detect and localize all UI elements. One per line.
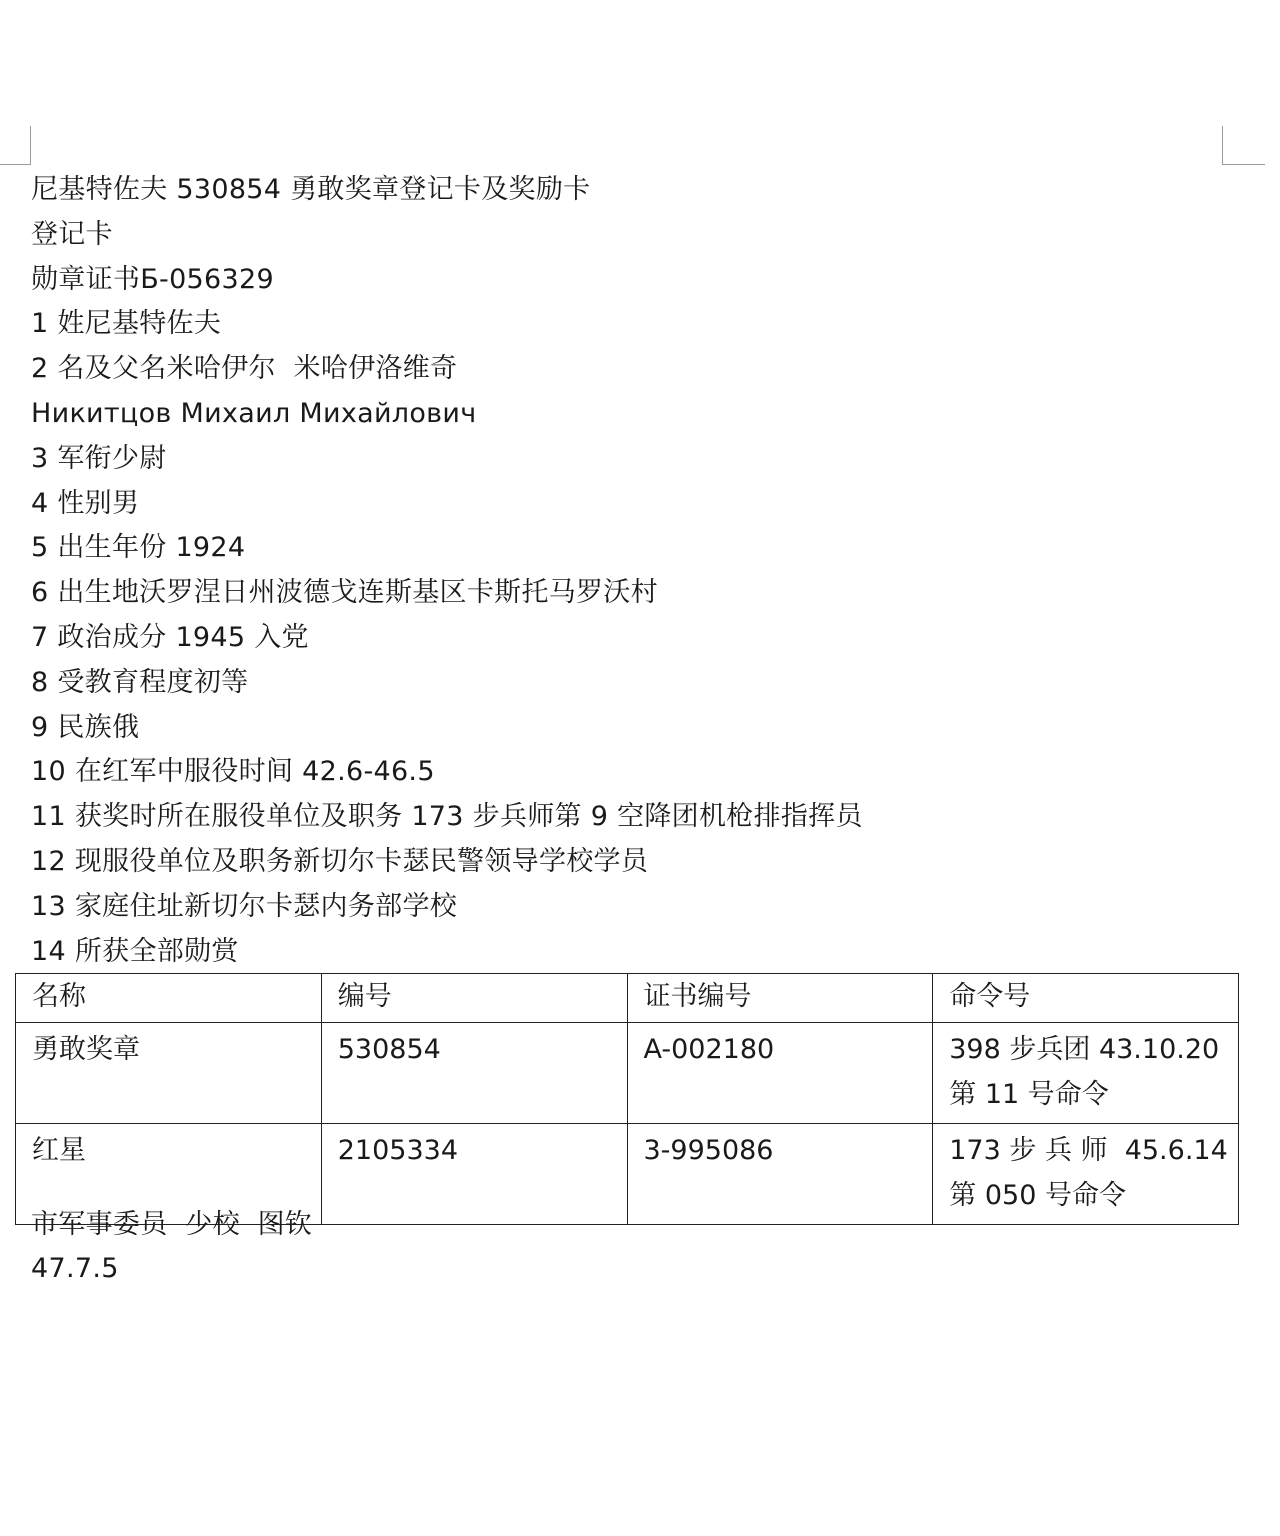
award-certificate-cell: A-002180 xyxy=(627,1023,933,1124)
crop-mark-top-right xyxy=(1222,126,1265,165)
field-nationality: 9 民族俄 xyxy=(31,711,140,743)
field-birthplace: 6 出生地沃罗涅日州波德戈连斯基区卡斯托马罗沃村 xyxy=(31,577,658,609)
column-header-number: 编号 xyxy=(321,974,627,1023)
document-date: 47.7.5 xyxy=(31,1253,119,1284)
field-party-affiliation: 7 政治成分 1945 入党 xyxy=(31,621,309,653)
field-sex: 4 性别男 xyxy=(31,487,140,519)
award-name-cell: 勇敢奖章 xyxy=(16,1023,322,1124)
order-line: 173 步 兵 师 45.6.14 xyxy=(949,1135,1228,1166)
award-certificate-cell: 3-995086 xyxy=(627,1124,933,1225)
column-header-certificate: 证书编号 xyxy=(627,974,933,1023)
column-header-name: 名称 xyxy=(16,974,322,1023)
column-header-order: 命令号 xyxy=(933,974,1239,1023)
award-name-cell: 红星 xyxy=(16,1124,322,1225)
order-line: 398 步兵团 43.10.20 xyxy=(949,1034,1220,1065)
order-line: 第 11 号命令 xyxy=(949,1079,1109,1110)
field-home-address: 13 家庭住址新切尔卡瑟内务部学校 xyxy=(31,890,458,922)
field-current-unit: 12 现服役单位及职务新切尔卡瑟民警领导学校学员 xyxy=(31,845,649,877)
signature-line: 市军事委员 少校 图钦 xyxy=(31,1209,313,1240)
field-name-russian: Никитцов Михаил Михайлович xyxy=(31,397,477,429)
table-header-row xyxy=(16,974,1239,1023)
table-row xyxy=(16,1023,1239,1124)
field-surname: 1 姓尼基特佐夫 xyxy=(31,308,222,340)
document-title: 尼基特佐夫 530854 勇敢奖章登记卡及奖励卡 xyxy=(31,174,591,205)
field-education: 8 受教育程度初等 xyxy=(31,666,249,698)
crop-mark-top-left xyxy=(0,126,31,165)
field-birth-year: 5 出生年份 1924 xyxy=(31,532,246,564)
awards-table xyxy=(15,973,1239,1225)
order-line: 第 050 号命令 xyxy=(949,1180,1126,1211)
field-service-period: 10 在红军中服役时间 42.6-46.5 xyxy=(31,756,435,788)
field-all-awards: 14 所获全部勋赏 xyxy=(31,935,239,967)
award-number-cell: 530854 xyxy=(321,1023,627,1124)
award-number-cell: 2105334 xyxy=(321,1124,627,1225)
field-unit-at-award: 11 获奖时所在服役单位及职务 173 步兵师第 9 空降团机枪排指挥员 xyxy=(31,801,863,833)
certificate-number: 勋章证书Б-056329 xyxy=(31,263,274,295)
award-order-cell xyxy=(933,1023,1239,1124)
field-name-patronymic: 2 名及父名米哈伊尔 米哈伊洛维奇 xyxy=(31,353,458,385)
section-heading-registration-card: 登记卡 xyxy=(31,218,113,250)
award-order-cell xyxy=(933,1124,1239,1225)
field-rank: 3 军衔少尉 xyxy=(31,442,167,474)
document-footer xyxy=(31,1203,312,1291)
document-body xyxy=(31,168,1231,974)
